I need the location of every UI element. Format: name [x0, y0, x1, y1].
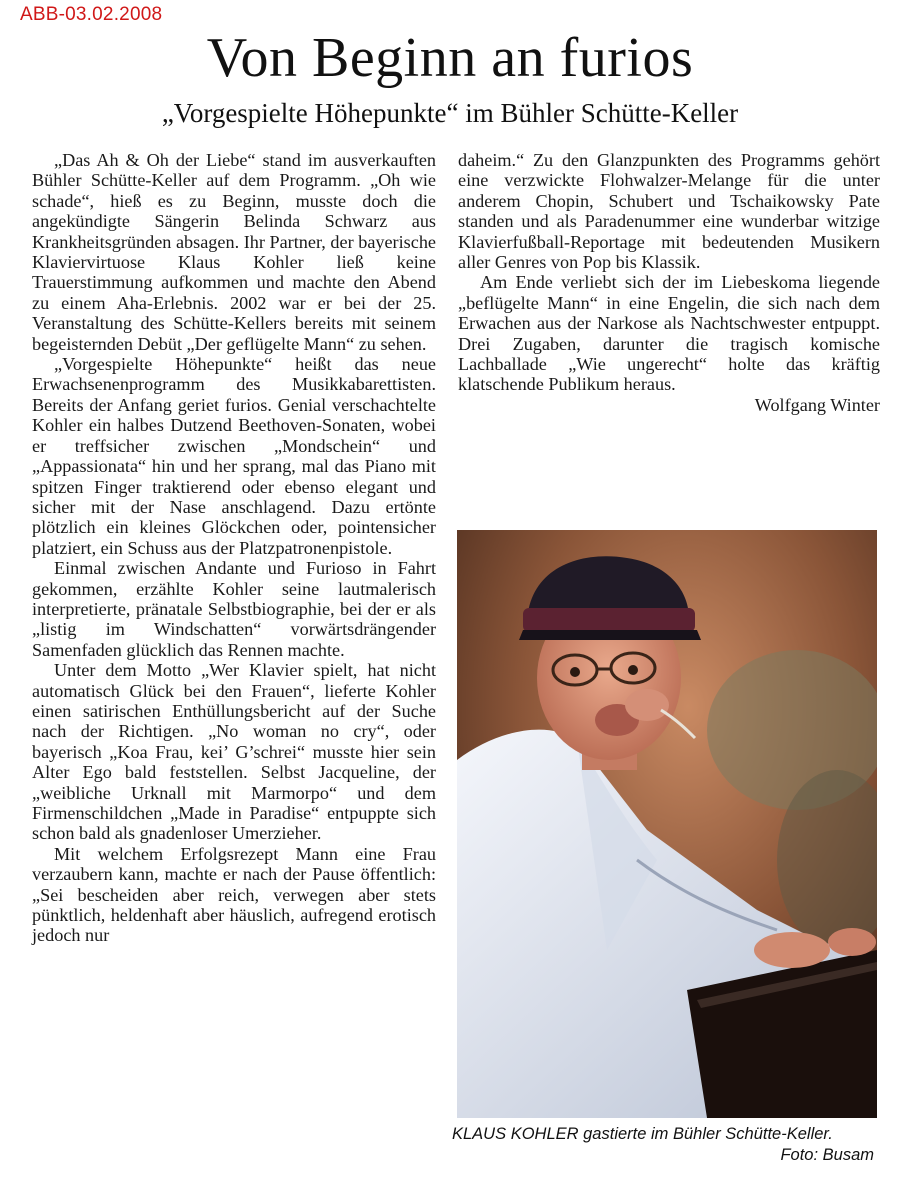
photo-credit: Foto: Busam — [780, 1146, 874, 1164]
article-column-left — [32, 150, 436, 946]
performer-photo-illustration — [457, 530, 877, 1118]
author-byline: Wolfgang Winter — [754, 394, 880, 415]
caption-text: KLAUS KOHLER gastierte im Bühler Schütte-Keller. — [452, 1125, 833, 1143]
paragraph: Unter dem Motto „Wer Klavier spielt, hat nicht automatisch Glück bei den Frauen“, lieferte Kohler einen satirischen Enthüllungsbericht auf der Suche nach der Richtigen. „No woman no cry“, oder bayerisch „Koa Frau, kei’ G’schrei“ musste hier sein Alter Ego bald feststellen. Selbst Jacqueline, der „weibliche Urknall mit Marmorpo“ und dem Firmenschildchen „Made in Paradise“ entpuppte sich schon bald als gnadenloser Umerzieher. — [32, 660, 436, 844]
date-stamp: ABB-03.02.2008 — [20, 4, 163, 25]
paragraph: „Vorgespielte Höhepunkte“ heißt das neue Erwachsenenprogramm des Musikkabarettisten. Bereits der Anfang geriet furios. Genial verschachtelte Kohler ein halbes Dutzend Beethoven-Sonaten, wobei er treffsicher zwischen „Mondschein“ und „Appassionata“ hin und her sprang, mal das Piano mit spitzen Finger traktierend oder ebenso elegant und sicher mit der Nase anschlagend. Dazu ertönte plötzlich ein kleines Glöckchen oder, pointensicher platziert, ein Schuss aus der Platzpatronenpistole. — [32, 354, 436, 558]
headline: Von Beginn an furios — [206, 27, 694, 89]
paragraph: Mit welchem Erfolgsrezept Mann eine Frau verzaubern kann, machte er nach der Pause öffentlich: „Sei bescheiden aber reich, verwegen aber stets pünktlich, heldenhaft aber häuslich, aufregend erotisch jedoch nur — [32, 843, 436, 946]
paragraph: daheim.“ Zu den Glanzpunkten des Programms gehört eine verzwickte Flohwalzer-Melange für die unter anderem Chopin, Schubert und Tschaikowsky Pate standen und als Paradenummer eine wunderbar witzige Klavierfußball-Reportage mit bedeutenden Musikern aller Genres von Pop bis Klassik. — [458, 150, 880, 273]
article-photo — [457, 530, 877, 1118]
photo-caption — [452, 1124, 880, 1164]
paragraph: Einmal zwischen Andante und Furioso in Fahrt gekommen, erzählte Kohler seine lautmalerisch interpretierte, pränatale Selbstbiographie, bei der er als „listig im Windschatten“ vorwärtsdrängender Samenfaden glücklich das Rennen machte. — [32, 558, 436, 660]
article-column-right — [458, 150, 880, 415]
paragraph: Am Ende verliebt sich der im Liebeskoma liegende „beflügelte Mann“ in eine Engelin, die sich nach dem Erwachen aus der Narkose als Nachtschwester entpuppt. Drei Zugaben, darunter die tragisch komische Lachballade „Wie ungerecht“ holte das kräftig klatschende Publikum heraus. — [458, 272, 880, 395]
paragraph: „Das Ah & Oh der Liebe“ stand im ausverkauften Bühler Schütte-Keller auf dem Programm. „Oh wie schade“, hieß es zu Beginn, musste doch die angekündigte Sängerin Belinda Schwarz aus Krankheitsgründen absagen. Ihr Partner, der bayerische Klaviervirtuose Klaus Kohler ließ keine Trauerstimmung aufkommen und machte den Abend zu einem Aha-Erlebnis. 2002 war er bei der 25. Veranstaltung des Schütte-Kellers bereits mit seinem begeisternden Debüt „Der geflügelte Mann“ zu sehen. — [32, 150, 436, 354]
subheadline: „Vorgespielte Höhepunkte“ im Bühler Schütte-Keller — [161, 98, 739, 128]
